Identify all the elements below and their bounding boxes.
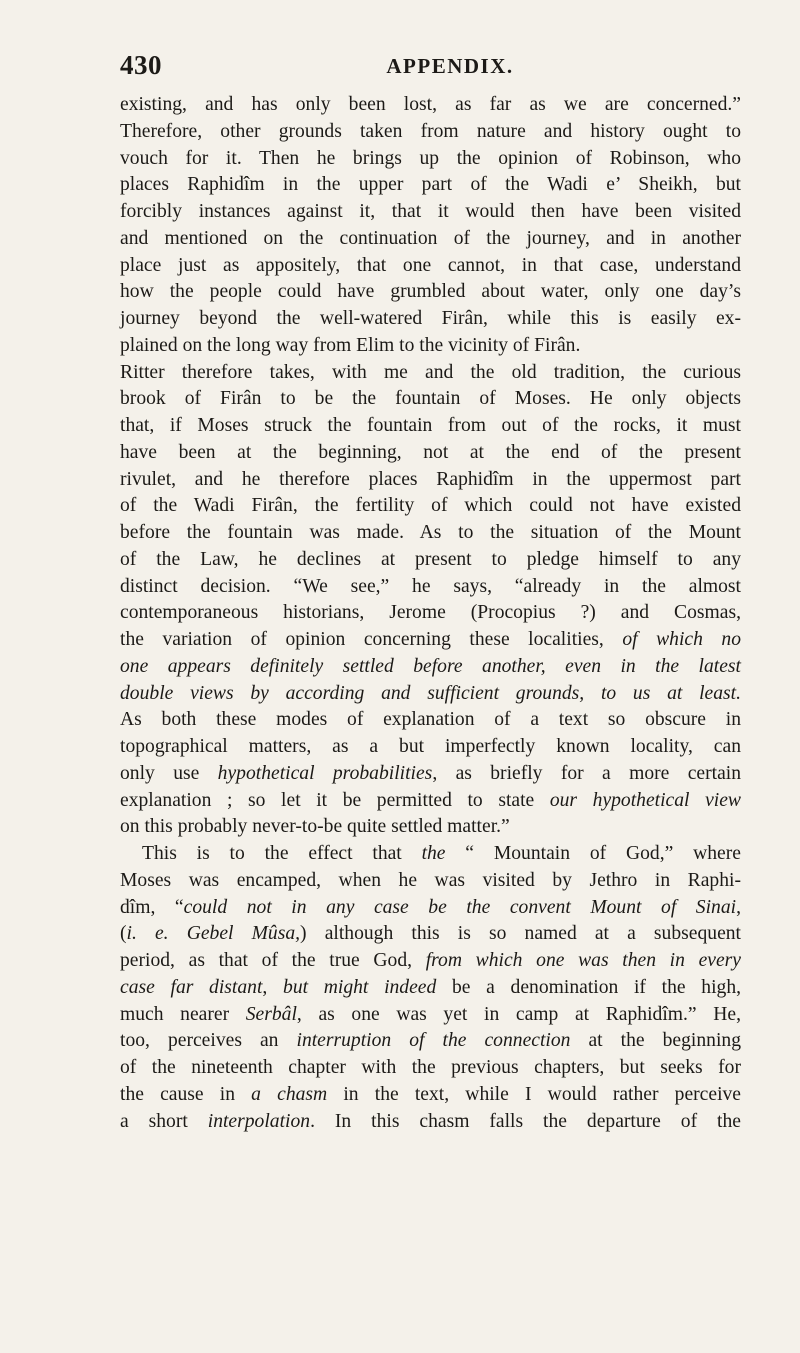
text-segment: much nearer [120, 1003, 246, 1025]
text-line [120, 627, 741, 654]
text-segment: in the text, while I would rather perceive [327, 1083, 742, 1105]
text-segment: brook of Firân to be the fountain of Moses. He only objects [120, 388, 741, 410]
text-segment: contemporaneous historians, Jerome (Procopius ?) and Cosmas, [120, 602, 741, 624]
text-segment: , [736, 896, 741, 918]
text-segment: topographical matters, as a but imperfectly known locality, can [120, 736, 741, 757]
text-segment: at the beginning [570, 1030, 741, 1052]
text-line [120, 841, 741, 868]
text-line [120, 199, 741, 226]
text-line [120, 948, 741, 975]
text-segment: “ Mountain of God,” where [445, 843, 741, 864]
text-segment: dîm, “ [120, 896, 184, 918]
text-line [120, 788, 741, 815]
running-head: APPENDIX. [386, 54, 514, 78]
text-line [120, 306, 741, 333]
text-segment: how the people could have grumbled about water, only one day’s [120, 281, 741, 303]
text-line [120, 814, 741, 841]
italic-text: double views by according and sufficient grounds, to us at least. [120, 682, 741, 704]
text-line [120, 895, 741, 922]
text-segment: before the fountain was made. As to the situation of the Mount [120, 522, 741, 543]
italic-text: our hypothetical view [549, 789, 741, 811]
text-segment: too, perceives an [120, 1030, 297, 1052]
text-segment: the variation of opinion concerning these localities, [120, 629, 623, 650]
text-line [120, 440, 741, 467]
text-segment: the cause in [120, 1083, 252, 1105]
text-segment: have been at the beginning, not at the end of the present [120, 441, 741, 463]
italic-text: interpolation [207, 1110, 311, 1132]
text-segment: rivulet, and he therefore places Raphidîm in the uppermost part [120, 468, 741, 490]
text-segment: explanation ; so let it be permitted to state [120, 789, 550, 811]
page-number: 430 [120, 50, 162, 80]
text-segment: distinct decision. “We see,” he says, “already in the almost [120, 575, 741, 597]
body-text [120, 92, 741, 1135]
text-segment: a short [120, 1110, 208, 1132]
italic-text: case far distant [120, 976, 263, 998]
text-line [120, 92, 741, 119]
text-segment: only use [120, 762, 218, 784]
text-segment: , as one was yet in camp at Raphidîm.” He, [296, 1003, 741, 1025]
text-line [120, 1082, 741, 1109]
italic-text: one appears definitely settled before another, even in the latest [120, 655, 741, 677]
text-line [120, 413, 741, 440]
text-segment: on this probably never-to-be quite settled matter.” [120, 816, 510, 838]
text-segment: existing, and has only been lost, as far as we are concerned.” [120, 94, 741, 115]
text-line [120, 1002, 741, 1029]
italic-text: but might indeed [283, 976, 437, 998]
text-segment: be a denomination if the high, [436, 976, 742, 998]
text-line [120, 493, 741, 520]
text-line [120, 654, 741, 681]
text-line [120, 600, 741, 627]
text-segment: and mentioned on the continuation of the journey, and in another [120, 227, 741, 249]
text-segment: places Raphidîm in the upper part of the Wadi e’ Sheikh, but [120, 174, 741, 196]
italic-text: a chasm [251, 1083, 328, 1105]
text-line [120, 386, 741, 413]
text-segment: of the nineteenth chapter with the previous chapters, but seeks for [120, 1057, 741, 1078]
text-segment: of the Wadi Firân, the fertility of which could not have existed [120, 495, 741, 517]
text-line [120, 868, 741, 895]
italic-text: i. e. Gebel Mûsa, [126, 923, 301, 945]
text-segment: forcibly instances against it, that it would then have been visited [120, 201, 741, 222]
text-segment: ( [120, 923, 127, 945]
text-segment: that, if Moses struck the fountain from out of the rocks, it must [120, 415, 741, 436]
text-line [120, 226, 741, 253]
text-segment: , as briefly for a more certain [432, 762, 742, 784]
text-segment: ) although this is so named at a subsequent [300, 923, 742, 945]
text-segment: . In this chasm falls the departure of the [310, 1110, 741, 1132]
text-segment: Therefore, other grounds taken from nature and history ought to [120, 120, 741, 142]
italic-text: from which one was then in every [425, 950, 741, 971]
text-segment: vouch for it. Then he brings up the opinion of Robinson, who [120, 147, 741, 169]
italic-text: the [421, 843, 446, 864]
italic-text: Serbâl [245, 1003, 297, 1025]
text-line [120, 707, 741, 734]
italic-text: interruption of the connection [296, 1030, 571, 1052]
text-segment: Ritter therefore takes, with me and the old tradition, the curious [120, 361, 741, 383]
text-line [120, 119, 741, 146]
italic-text: could not in any case be the convent Mount of Sinai [183, 896, 737, 918]
text-segment: plained on the long way from Elim to the vicinity of Firân. [120, 334, 581, 356]
text-segment: of the Law, he declines at present to pledge himself to any [120, 548, 741, 570]
text-line [120, 1055, 741, 1082]
text-line [120, 1109, 741, 1136]
text-line [120, 1028, 741, 1055]
text-line [120, 279, 741, 306]
text-segment: Moses was encamped, when he was visited by Jethro in Raphi- [120, 869, 741, 891]
text-line [120, 520, 741, 547]
text-line [120, 333, 741, 360]
text-segment: journey beyond the well-watered Firân, while this is easily ex- [120, 308, 741, 329]
text-line [120, 360, 741, 387]
text-line [120, 734, 741, 761]
text-line [120, 146, 741, 173]
text-line [120, 975, 741, 1002]
text-segment: place just as appositely, that one cannot, in that case, understand [120, 254, 741, 276]
text-line [120, 547, 741, 574]
page-header [120, 50, 740, 80]
text-line [120, 681, 741, 708]
text-line [120, 921, 741, 948]
italic-text: hypothetical probabilities [217, 762, 433, 784]
text-line [120, 761, 741, 788]
text-segment: period, as that of the true God, [120, 950, 426, 971]
text-line [120, 467, 741, 494]
italic-text: of which no [622, 629, 741, 650]
text-line [120, 172, 741, 199]
text-segment: , [262, 976, 284, 998]
text-line [120, 574, 741, 601]
text-segment: As both these modes of explanation of a text so obscure in [120, 709, 741, 731]
text-segment: This is to the effect that [142, 843, 422, 864]
text-line [120, 253, 741, 280]
